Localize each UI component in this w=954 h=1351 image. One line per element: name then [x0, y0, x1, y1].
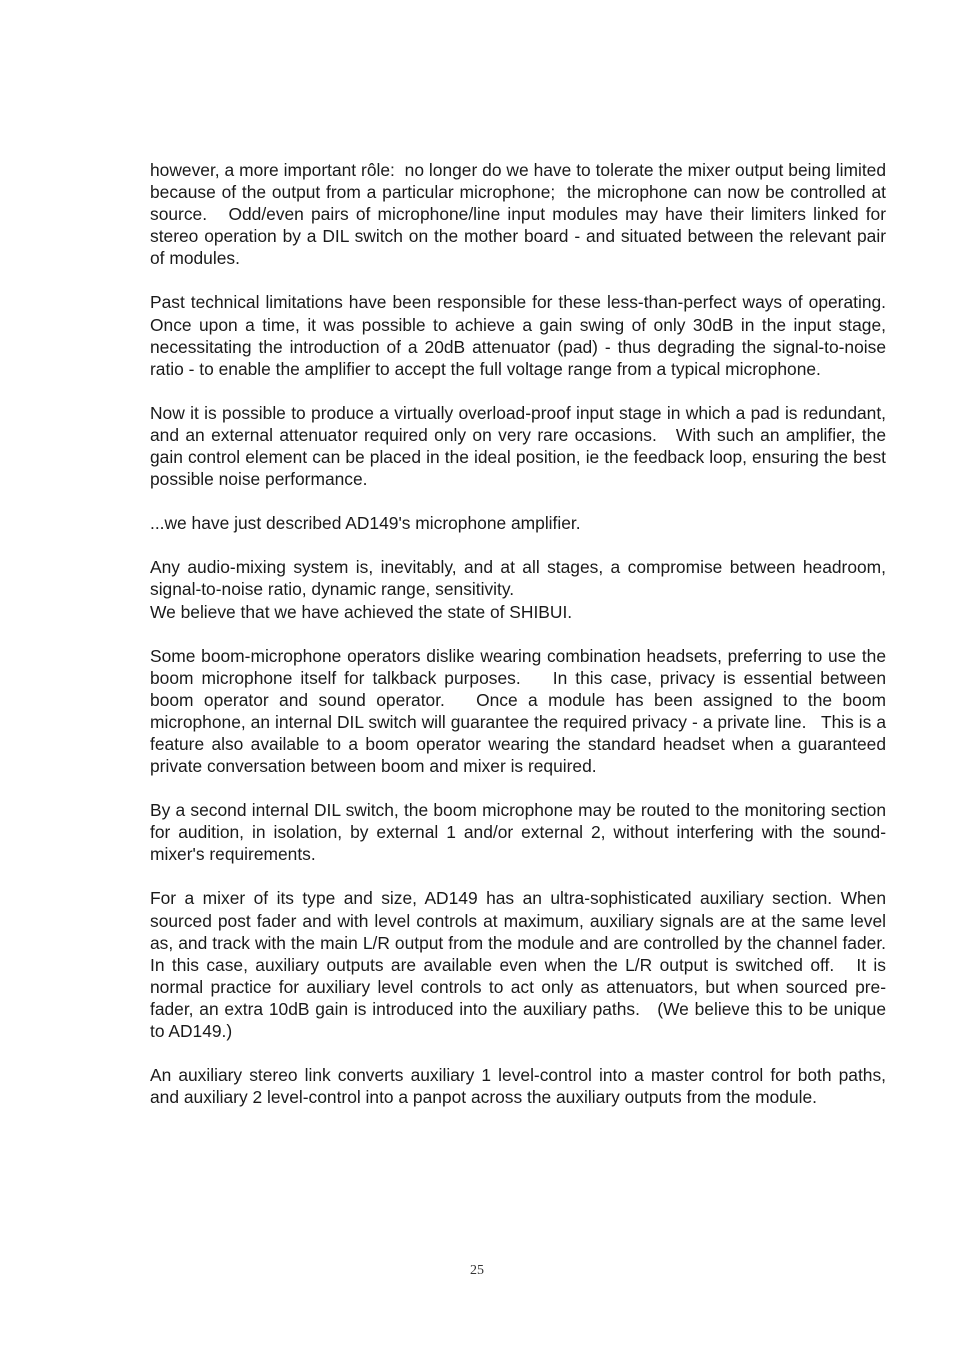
paragraph-shibui: We believe that we have achieved the state of SHIBUI.: [150, 601, 573, 622]
paragraph-auxiliary-stereo-link: An auxiliary stereo link converts auxiliary 1 level-control into a master control for both paths, and auxiliary 2 level-control into a panpot across the auxiliary outputs from the module.: [150, 1065, 891, 1108]
paragraph-auxiliary-section: For a mixer of its type and size, AD149 has an ultra-sophisticated auxiliary section. When sourced post fader and with level controls at maximum, auxiliary signals are at the same level as, and track with the main L/R output from the module and are controlled by the channel fader. In this case, auxiliary outputs are available even when the L/R output is switched off. It is normal practice for auxiliary level controls to act only as attenuators, but when sourced pre-fader, an extra 10dB gain is introduced into the auxiliary paths. (We believe this to be unique to AD149.): [150, 888, 896, 1041]
paragraph-compromise: Any audio-mixing system is, inevitably, and at all stages, a compromise between headroom, signal-to-noise ratio, dynamic range, sensitivity.: [150, 557, 891, 600]
page-number: 25: [470, 1263, 484, 1278]
paragraph-limiters: however, a more important rôle: no longer do we have to tolerate the mixer output being limited because of the output from a particular microphone; the microphone can now be controlled at source. Odd/even pairs of microphone/line input modules may have their limiters linked for stereo operation by a DIL switch on the mother board - and situated between the relevant pair of modules.: [150, 160, 891, 269]
paragraph-second-dil-switch: By a second internal DIL switch, the boom microphone may be routed to the monitoring section for audition, in isolation, by external 1 and/or external 2, without interfering with the sound-mixer's requirements.: [150, 800, 891, 865]
body-text: [150, 159, 901, 1130]
paragraph-mic-amplifier: ...we have just described AD149's microphone amplifier.: [150, 513, 581, 534]
paragraph-past-limitations: Past technical limitations have been responsible for these less-than-perfect ways of operating. Once upon a time, it was possible to achieve a gain swing of only 30dB in the input stage, necessitating the introduction of a 20dB attenuator (pad) - thus degrading the signal-to-noise ratio - to enable the amplifier to accept the full voltage range from a typical microphone.: [150, 292, 901, 379]
paragraph-overload-proof: Now it is possible to produce a virtually overload-proof input stage in which a pad is redundant, and an external attenuator required only on very rare occasions. With such an amplifier, the gain control element can be placed in the ideal position, ie the feedback loop, ensuring the best possible noise performance.: [150, 402, 891, 490]
paragraph-boom-talkback: Some boom-microphone operators dislike wearing combination headsets, preferring to use the boom microphone itself for talkback purposes. In this case, privacy is essential between boom operator and sound operator. Once a module has been assigned to the boom microphone, an internal DIL switch will guarantee the required privacy - a private line. This is a feature also available to a boom operator wearing the standard headset when a guaranteed private conversation between boom and mixer is required.: [150, 645, 891, 777]
